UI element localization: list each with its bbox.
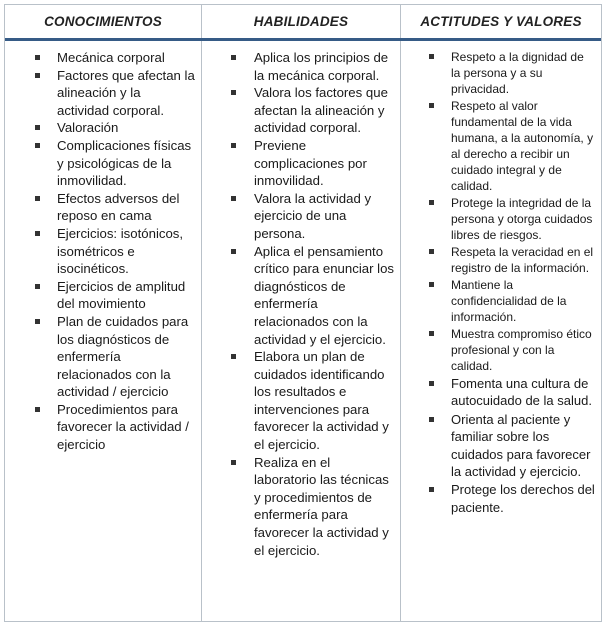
list-item: Protege la integridad de la persona y otorga cuidados libres de riesgos.: [401, 195, 601, 243]
list-item: Respeta la veracidad en el registro de la información.: [401, 244, 601, 276]
list-item: Procedimientos para favorecer la actividad / ejercicio: [5, 401, 201, 454]
list-item: Fomenta una cultura de autocuidado de la salud.: [401, 375, 601, 410]
list-item: Ejercicios: isotónicos, isométricos e isocinéticos.: [5, 225, 201, 278]
list-item: Mecánica corporal: [5, 49, 201, 67]
list-item: Protege los derechos del paciente.: [401, 481, 601, 516]
habilidades-list: [202, 49, 400, 559]
table-header: [5, 5, 601, 41]
list-item: Aplica los principios de la mecánica corporal.: [202, 49, 400, 84]
list-item: Valora la actividad y ejercicio de una persona.: [202, 190, 400, 243]
header-habilidades: HABILIDADES: [202, 5, 401, 38]
list-item: Plan de cuidados para los diagnósticos de enfermería relacionados con la actividad / ejercicio: [5, 313, 201, 401]
list-item: Previene complicaciones por inmovilidad.: [202, 137, 400, 190]
list-item: Muestra compromiso ético profesional y con la calidad.: [401, 326, 601, 374]
list-item: Realiza en el laboratorio las técnicas y procedimientos de enfermería para favorecer la actividad y el ejercicio.: [202, 454, 400, 560]
list-item: Valoración: [5, 119, 201, 137]
list-item: Respeto a la dignidad de la persona y a su privacidad.: [401, 49, 601, 97]
column-habilidades: [202, 41, 401, 622]
column-conocimientos: [5, 41, 202, 622]
list-item: Ejercicios de amplitud del movimiento: [5, 278, 201, 313]
header-conocimientos: CONOCIMIENTOS: [5, 5, 202, 38]
list-item: Elabora un plan de cuidados identificando los resultados e intervenciones para favorecer la actividad y el ejercicio.: [202, 348, 400, 454]
list-item: Valora los factores que afectan la alineación y actividad corporal.: [202, 84, 400, 137]
conocimientos-list: [5, 49, 201, 454]
list-item: Complicaciones físicas y psicológicas de la inmovilidad.: [5, 137, 201, 190]
header-actitudes-valores: ACTITUDES Y VALORES: [420, 14, 582, 29]
competencies-table: [4, 4, 602, 622]
column-actitudes-valores: [401, 41, 601, 622]
list-item: Efectos adversos del reposo en cama: [5, 190, 201, 225]
table-body: [5, 41, 601, 622]
list-item: Factores que afectan la alineación y la actividad corporal.: [5, 67, 201, 120]
actitudes-list: [401, 49, 601, 516]
list-item: Orienta al paciente y familiar sobre los cuidados para favorecer la actividad y ejercicio.: [401, 411, 601, 481]
list-item: Respeto al valor fundamental de la vida humana, a la autonomía, y al derecho a recibir un cuidado integral y de calidad.: [401, 98, 601, 194]
list-item: Mantiene la confidencialidad de la información.: [401, 277, 601, 325]
list-item: Aplica el pensamiento crítico para enunciar los diagnósticos de enfermería relacionados con la actividad y el ejercicio.: [202, 243, 400, 349]
